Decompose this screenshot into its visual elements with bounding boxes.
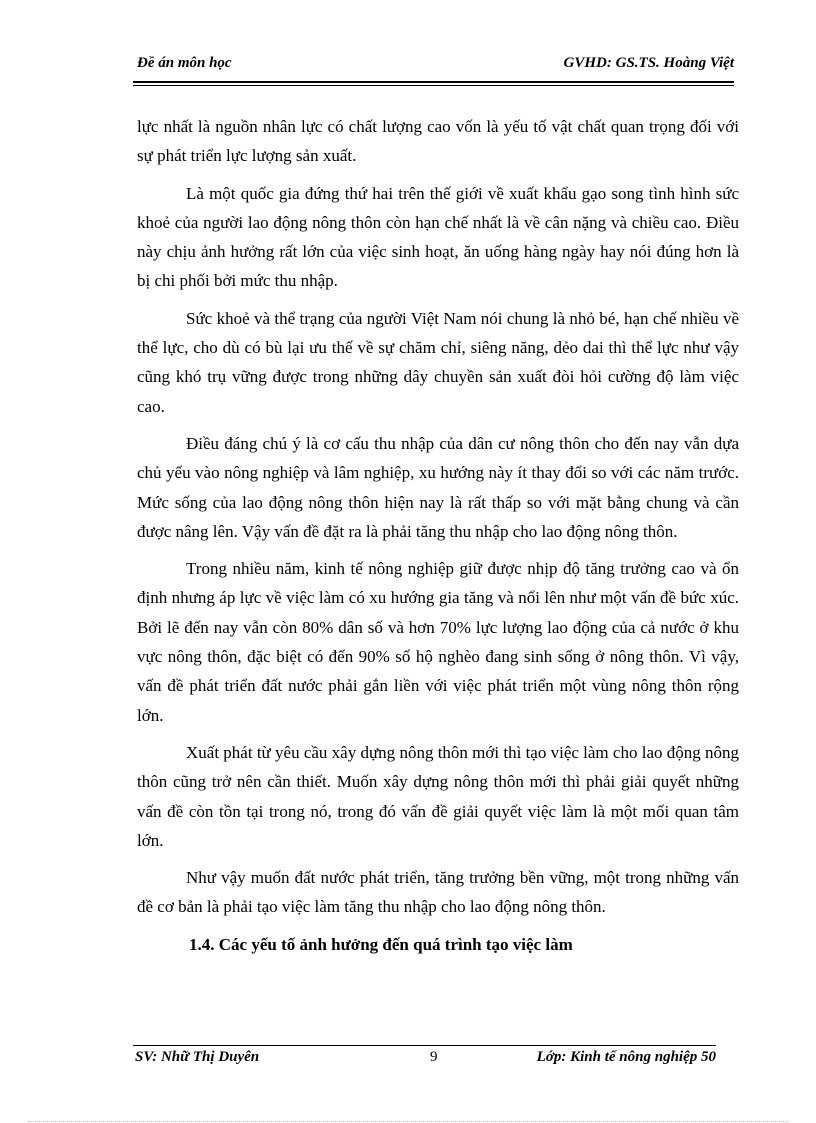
paragraph-continuation: lực nhất là nguồn nhân lực có chất lượng cao vốn là yếu tố vật chất quan trọng đối với sự phát triển lực lượng sản xuất.	[137, 117, 739, 166]
paragraph: Xuất phát từ yêu cầu xây dựng nông thôn mới thì tạo việc làm cho lao động nông thôn cũng trở nên cần thiết. Muốn xây dựng nông thôn mới thì phải giải quyết những vấn đề còn tồn tại trong nó, trong đó vấn đề giải quyết việc làm là một mối quan tâm lớn.	[137, 742, 739, 850]
header-course-title: Đề án môn học	[137, 55, 232, 71]
paragraph: Là một quốc gia đứng thứ hai trên thế giới về xuất khẩu gạo song tình hình sức khoẻ của người lao động nông thôn còn hạn chế nhất là về cân nặng và chiều cao. Điều này chịu ảnh hưởng rất lớn của việc sinh hoạt, ăn uống hàng ngày hay nói đúng hơn là bị chi phối bởi mức thu nhập.	[137, 183, 739, 291]
footer-divider	[133, 1045, 716, 1046]
page-header	[133, 55, 734, 81]
paragraph: Như vậy muốn đất nước phát triển, tăng trưởng bền vững, một trong những vấn đề cơ bản là phải tạo việc làm tăng thu nhập cho lao động nông thôn.	[137, 868, 739, 917]
header-divider-thin	[133, 85, 734, 86]
header-supervisor: GVHD: GS.TS. Hoàng Việt	[563, 55, 734, 71]
header-divider	[133, 81, 734, 83]
footer-class-name: Lớp: Kinh tế nông nghiệp 50	[536, 1049, 716, 1065]
page-footer	[133, 1049, 734, 1071]
page-number: 9	[430, 1049, 438, 1065]
paragraph: Trong nhiều năm, kinh tế nông nghiệp giữ được nhịp độ tăng trưởng cao và ổn định nhưng áp lực về việc làm có xu hướng gia tăng và nổi lên như một vấn đề bức xúc. Bởi lẽ đến nay vẫn còn 80% dân số và hơn 70% lực lượng lao động của cả nước ở khu vực nông thôn, đặc biệt có đến 90% số hộ nghèo đang sinh sống ở nông thôn. Vì vậy, vấn đề phát triển đất nước phải gắn liền với việc phát triển một vùng nông thôn rộng lớn.	[137, 559, 739, 725]
document-body	[137, 112, 739, 959]
paragraph: Điều đáng chú ý là cơ cấu thu nhập của dân cư nông thôn cho đến nay vẫn dựa chủ yếu vào nông nghiệp và lâm nghiệp, xu hướng này ít thay đổi so với các năm trước. Mức sống của lao động nông thôn hiện nay là rất thấp so với mặt bằng chung và cần được nâng lên. Vậy vấn đề đặt ra là phải tăng thu nhập cho lao động nông thôn.	[137, 433, 739, 541]
paragraph: Sức khoẻ và thể trạng của người Việt Nam nói chung là nhỏ bé, hạn chế nhiều về thể lực, cho dù có bù lại ưu thế về sự chăm chỉ, siêng năng, dẻo dai thì thể lực như vậy cũng khó trụ vững được trong những dây chuyền sản xuất đòi hỏi cường độ làm việc cao.	[137, 308, 739, 416]
bottom-dotted-line	[28, 1121, 788, 1122]
footer-student-name: SV: Nhữ Thị Duyên	[135, 1049, 260, 1065]
section-heading: 1.4. Các yếu tố ảnh hưởng đến quá trình tạo việc làm	[189, 934, 573, 954]
